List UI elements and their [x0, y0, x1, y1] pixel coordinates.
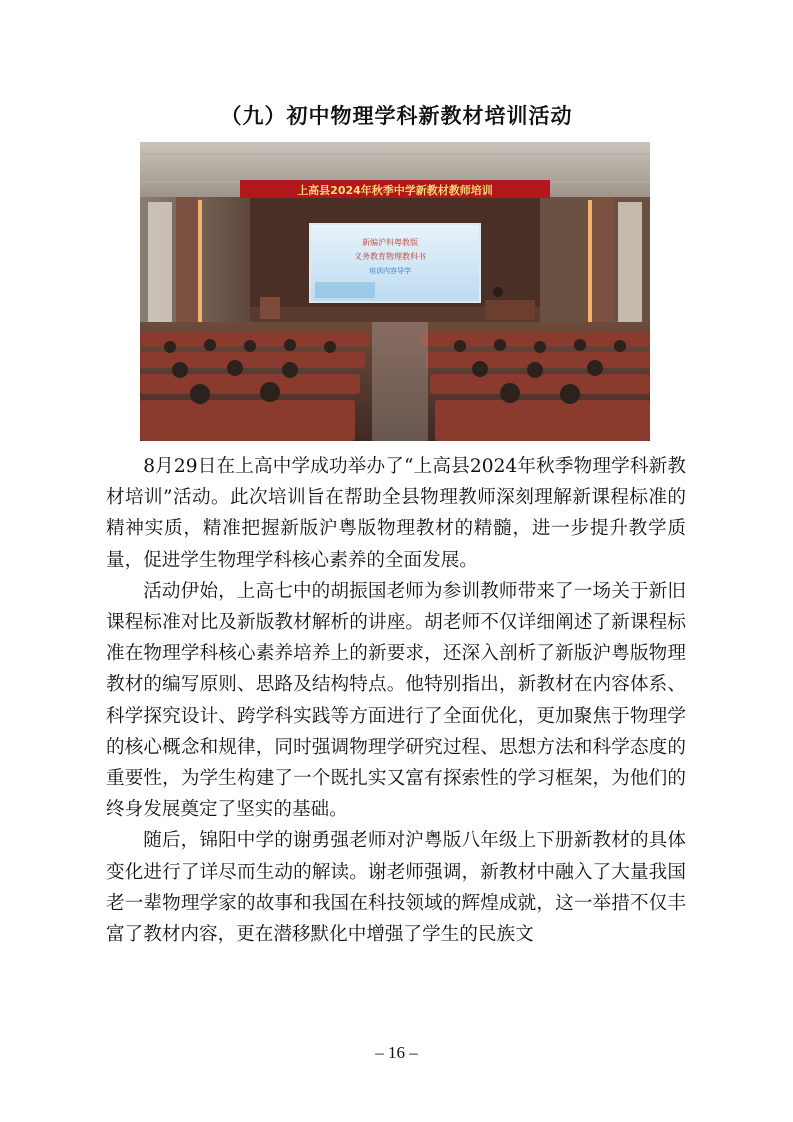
screen-line-3: 培训内容导学	[369, 267, 411, 275]
article-body	[106, 451, 686, 950]
section-title: （九）初中物理学科新教材培训活动	[220, 103, 573, 128]
screen-line-2: 义务教育物理教科书	[354, 252, 426, 261]
page-number: – 16 –	[375, 1043, 418, 1062]
paragraph-2: 活动伊始，上高七中的胡振国老师为参训教师带来了一场关于新旧课程标准对比及新版教材解析的讲座。胡老师不仅详细阐述了新课程标准在物理学科核心素养培养上的新要求，还深入剖析了新版沪粤版物理教材的编写原则、思路及结构特点。他特别指出，新教材在内容体系、科学探究设计、跨学科实践等方面进行了全面优化，更加聚焦于物理学的核心概念和规律，同时强调物理学研究过程、思想方法和科学态度的重要性，为学生构建了一个既扎实又富有探索性的学习框架，为他们的终身发展奠定了坚实的基础。	[106, 580, 686, 821]
banner-text: 上高县2024年秋季中学新教材教师培训	[297, 184, 493, 197]
screen-line-1: 新编沪科粤教版	[362, 238, 418, 247]
paragraph-3: 随后，锦阳中学的谢勇强老师对沪粤版八年级上下册新教材的具体变化进行了详尽而生动的解读。谢老师强调，新教材中融入了大量我国老一辈物理学家的故事和我国在科技领域的辉煌成就，这一举措不仅丰富了教材内容，更在潜移默化中增强了学生的民族文	[106, 830, 686, 946]
training-event-photo	[140, 142, 650, 441]
paragraph-1: 8月29日在上高中学成功举办了“上高县2024年秋季物理学科新教材培训”活动。此次培训旨在帮助全县物理教师深刻理解新课程标准的精神实质，精准把握新版沪粤版物理教材的精髓，进一步提升教学质量，促进学生物理学科核心素养的全面发展。	[106, 456, 686, 571]
